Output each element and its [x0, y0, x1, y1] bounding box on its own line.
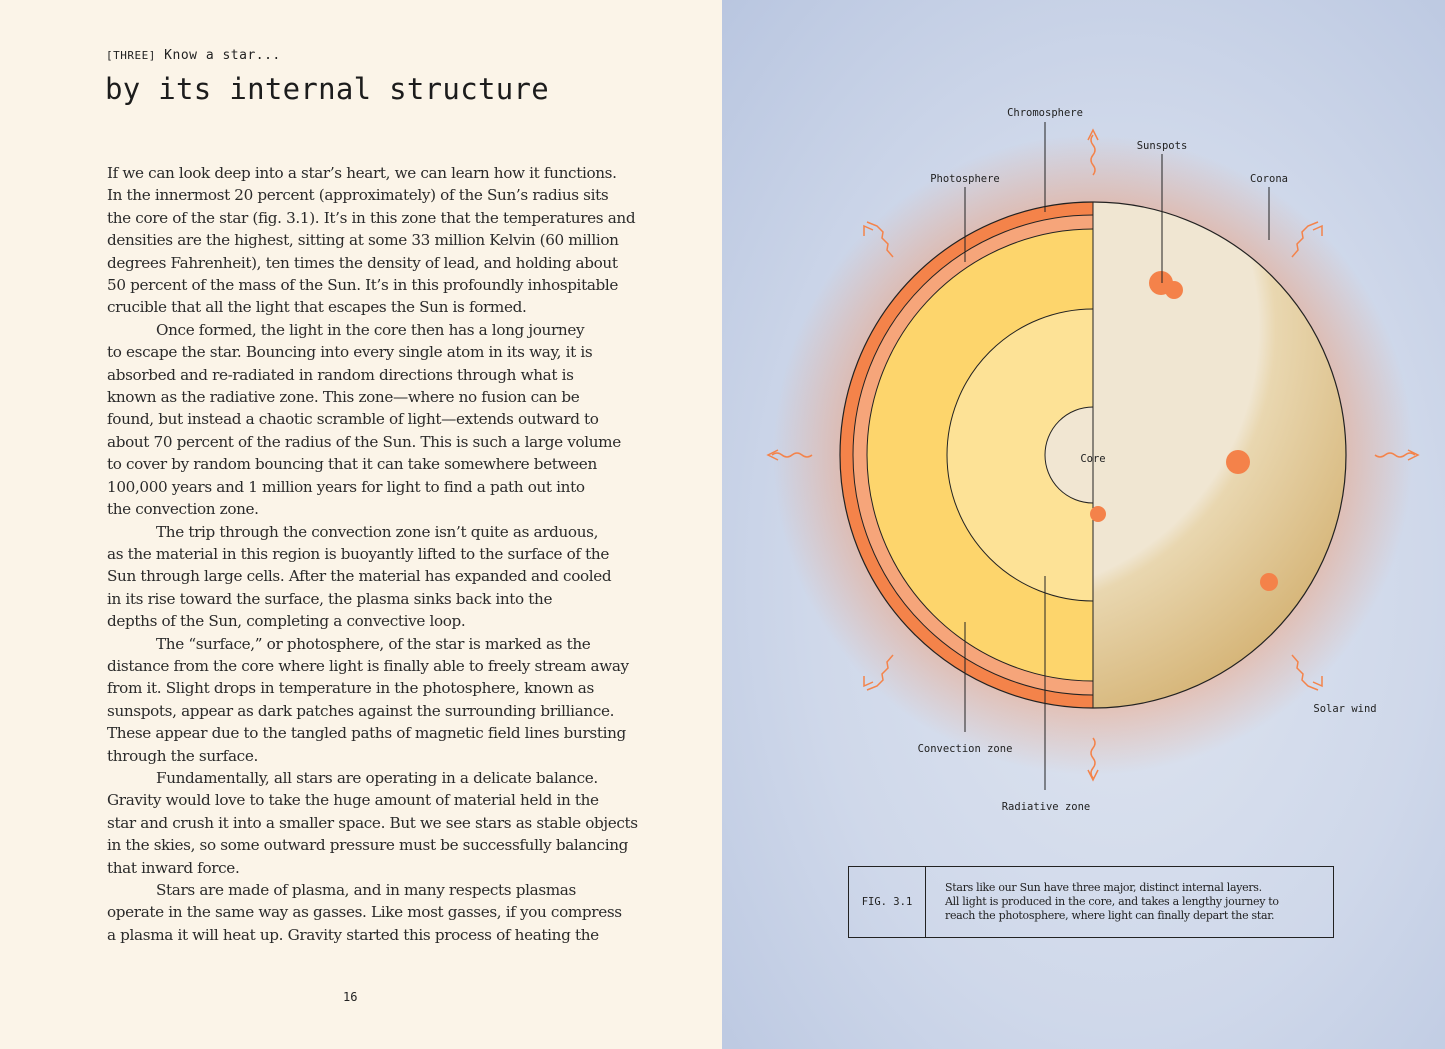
caption-line: All light is produced in the core, and takes a lengthy journey to	[945, 895, 1279, 908]
body-line: to escape the star. Bouncing into every single atom in its way, it is	[107, 343, 593, 362]
body-line: degrees Fahrenheit), ten times the density of lead, and holding about	[107, 253, 618, 272]
sunspot	[1226, 450, 1250, 474]
body-line: star and crush it into a smaller space. But we see stars as stable objects	[107, 813, 638, 832]
label-convection-zone: Convection zone	[917, 743, 1013, 755]
body-line: These appear due to the tangled paths of magnetic field lines bursting	[107, 724, 626, 743]
figure-number: FIG. 3.1	[849, 867, 926, 937]
body-line: to cover by random bouncing that it can take somewhere between	[107, 455, 597, 474]
figure-caption	[848, 866, 1334, 938]
label-photosphere: Photosphere	[930, 173, 1000, 185]
sunspot	[1165, 281, 1183, 299]
body-line: as the material in this region is buoyantly lifted to the surface of the	[107, 544, 609, 563]
caption-line: Stars like our Sun have three major, distinct internal layers.	[945, 881, 1262, 894]
body-line: known as the radiative zone. This zone—where no fusion can be	[107, 388, 580, 407]
label-sunspots: Sunspots	[1136, 140, 1188, 152]
label-chromosphere: Chromosphere	[1007, 107, 1083, 119]
body-line: through the surface.	[107, 746, 258, 765]
body-line: a plasma it will heat up. Gravity started this process of heating the	[107, 925, 599, 944]
body-line: Fundamentally, all stars are operating in a delicate balance.	[156, 768, 598, 787]
label-corona: Corona	[1250, 173, 1288, 185]
page-title: by its internal structure	[105, 72, 549, 106]
body-line: crucible that all the light that escapes the Sun is formed.	[107, 298, 527, 317]
body-line: depths of the Sun, completing a convective loop.	[107, 612, 466, 631]
sunspot	[1090, 506, 1106, 522]
body-line: sunspots, appear as dark patches against the surrounding brilliance.	[107, 701, 615, 720]
chapter-subtitle: Know a star...	[155, 48, 281, 63]
body-line: about 70 percent of the radius of the Sun. This is such a large volume	[107, 432, 621, 451]
body-line: Stars are made of plasma, and in many respects plasmas	[156, 881, 576, 899]
body-line: The trip through the convection zone isn’t quite as arduous,	[156, 522, 599, 541]
body-line: in the skies, so some outward pressure must be successfully balancing	[107, 836, 629, 855]
body-line: in its rise toward the surface, the plasma sinks back into the	[107, 589, 553, 608]
label-solar-wind: Solar wind	[1313, 703, 1377, 715]
caption-line: reach the photosphere, where light can finally depart the star.	[945, 909, 1275, 922]
body-line: Once formed, the light in the core then has a long journey	[156, 320, 585, 339]
label-core: Core	[1080, 453, 1106, 465]
body-line: distance from the core where light is finally able to freely stream away	[107, 656, 629, 675]
chapter-number: [THREE]	[106, 49, 156, 62]
caption-text	[926, 867, 1279, 937]
body-line: densities are the highest, sitting at some 33 million Kelvin (60 million	[107, 231, 619, 250]
label-radiative-zone: Radiative zone	[1001, 801, 1091, 813]
body-line: Gravity would love to take the huge amount of material held in the	[107, 791, 599, 810]
body-line: the convection zone.	[107, 500, 259, 519]
page-number: 16	[343, 990, 358, 1004]
body-line: 100,000 years and 1 million years for light to find a path out into	[107, 477, 585, 496]
body-line: Sun through large cells. After the material has expanded and cooled	[107, 567, 612, 586]
body-line: In the innermost 20 percent (approximately) of the Sun’s radius sits	[107, 186, 609, 205]
body-line: absorbed and re-radiated in random directions through what is	[107, 365, 574, 384]
body-line: that inward force.	[107, 858, 240, 877]
body-line: 50 percent of the mass of the Sun. It’s in this profoundly inhospitable	[107, 276, 619, 295]
body-line: from it. Slight drops in temperature in the photosphere, known as	[107, 679, 594, 698]
sunspot	[1260, 573, 1278, 591]
body-line: If we can look deep into a star’s heart, we can learn how it functions.	[107, 164, 617, 182]
body-line: The “surface,” or photosphere, of the star is marked as the	[156, 634, 591, 653]
body-line: found, but instead a chaotic scramble of light—extends outward to	[107, 410, 599, 429]
body-line: the core of the star (fig. 3.1). It’s in this zone that the temperatures and	[107, 208, 636, 227]
body-line: operate in the same way as gasses. Like most gasses, if you compress	[107, 903, 622, 922]
